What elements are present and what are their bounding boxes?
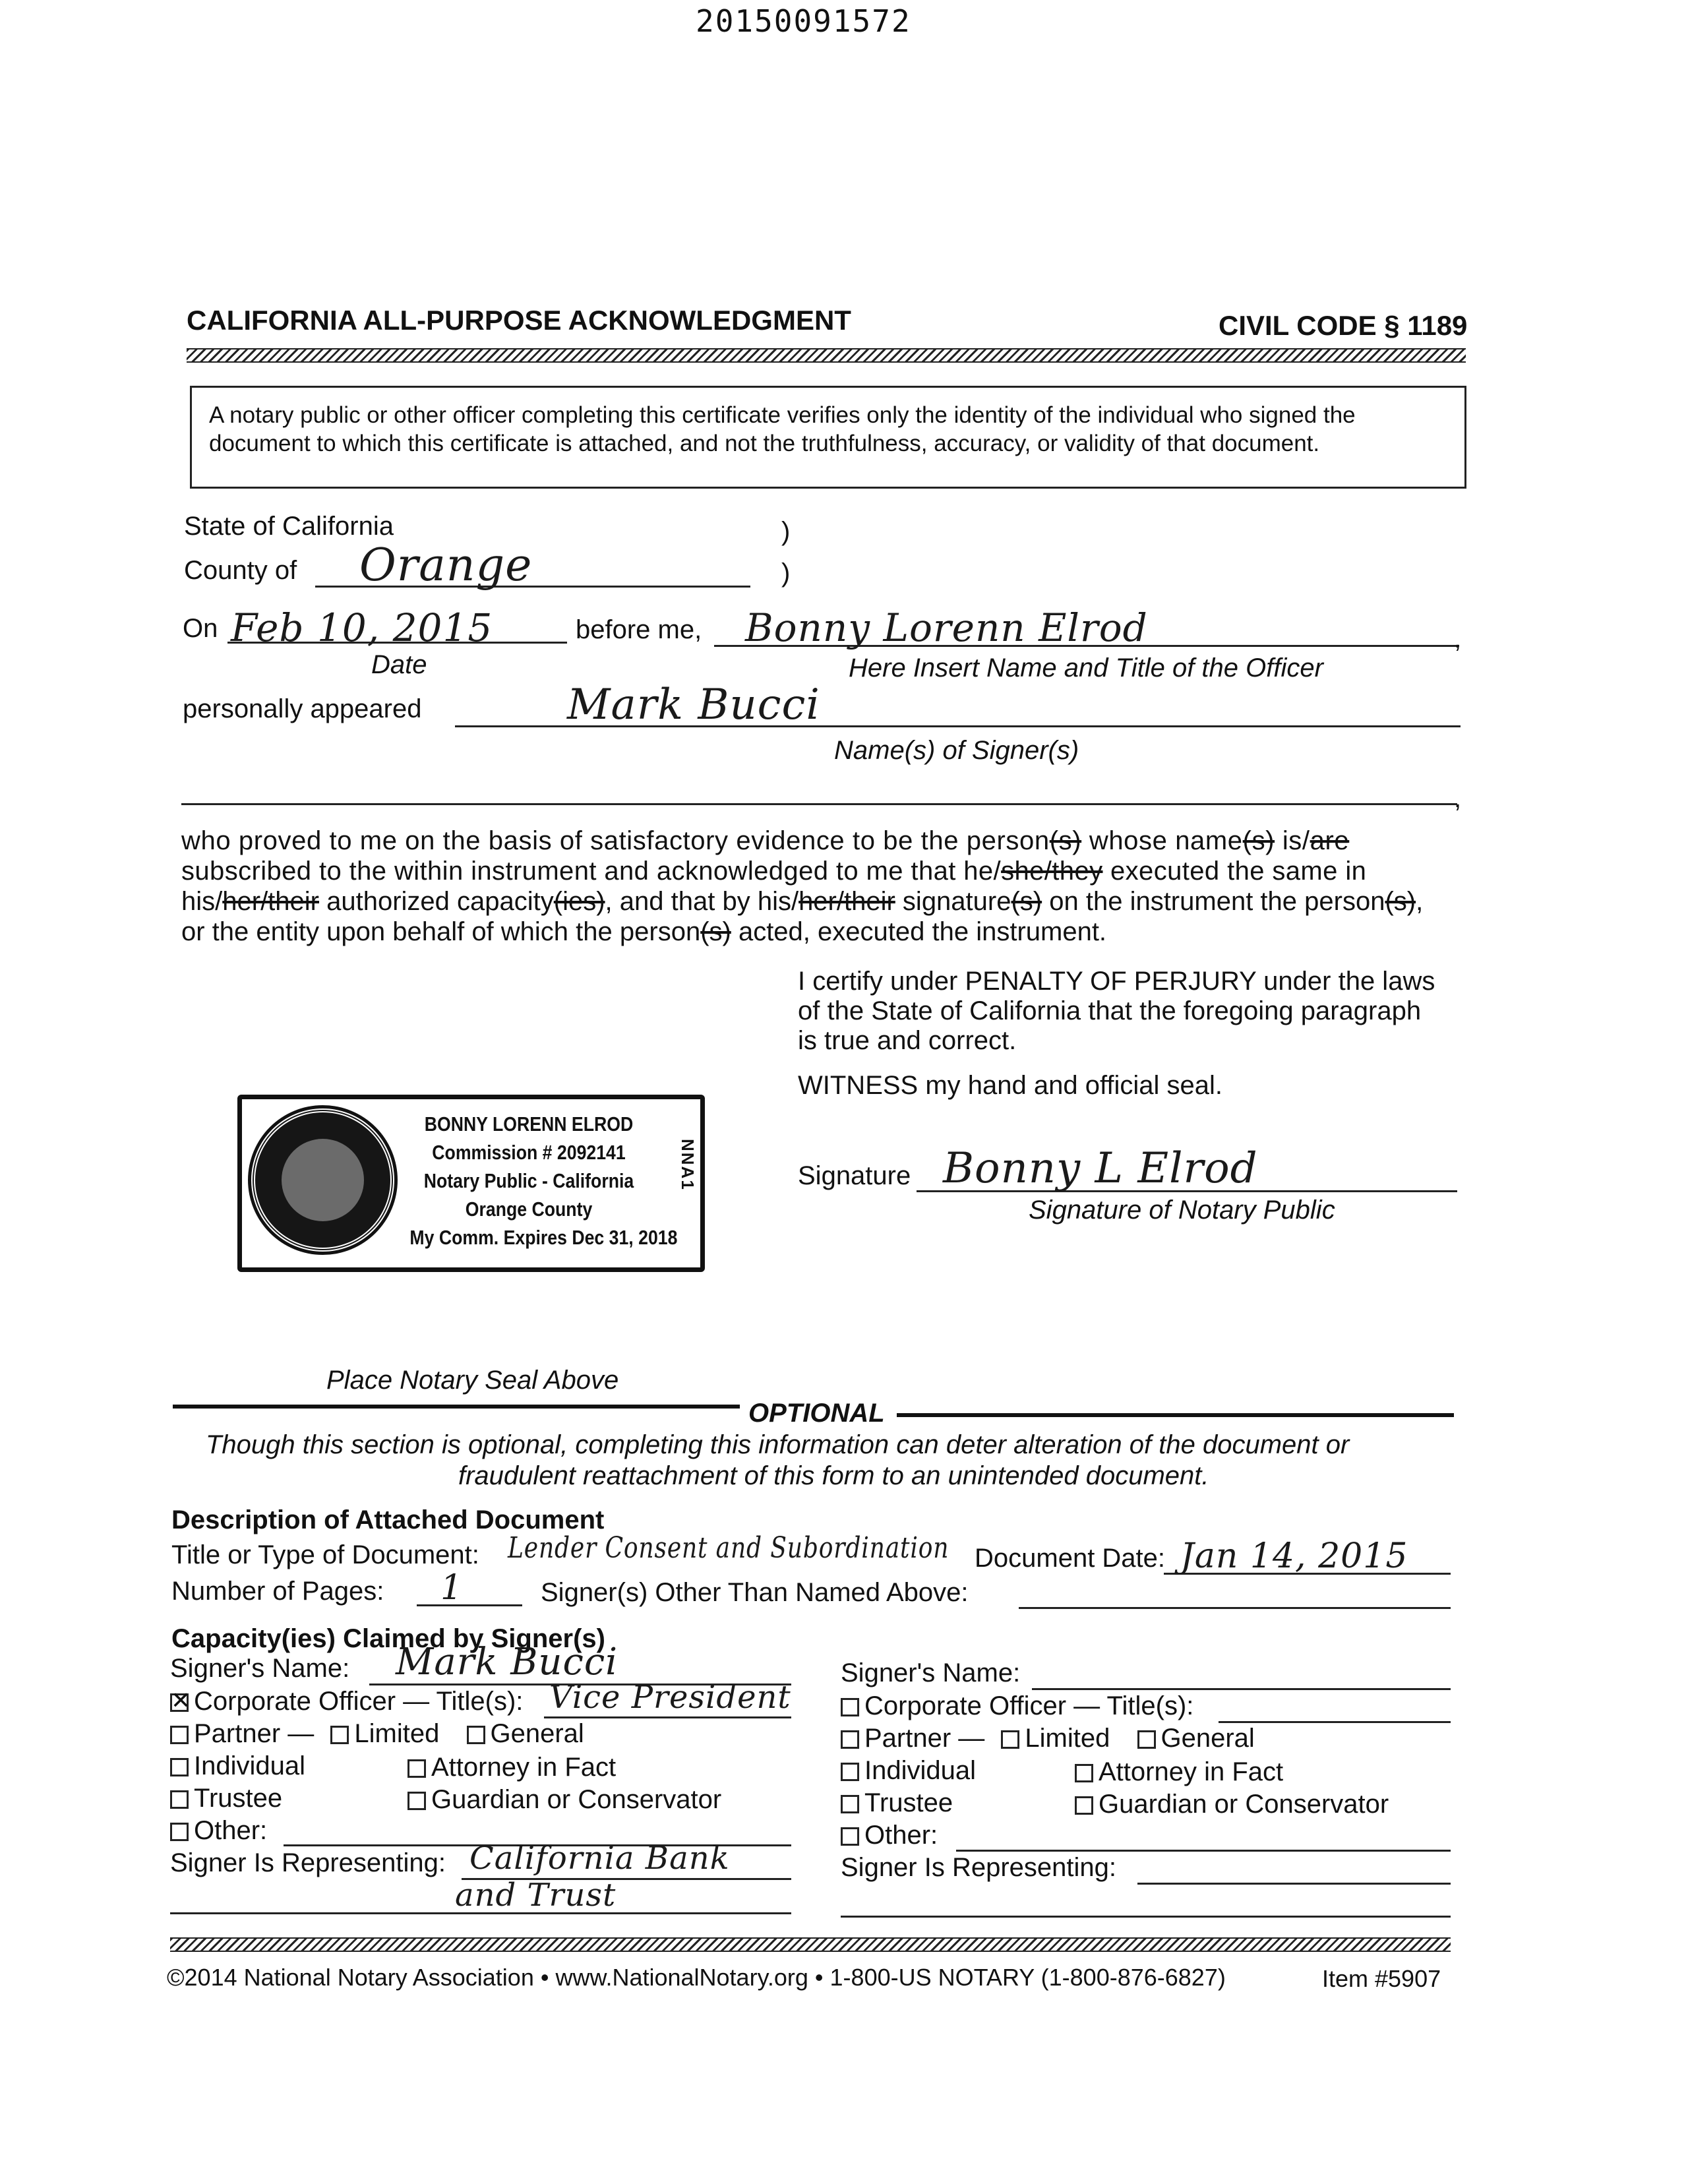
left-trustee-checkbox[interactable]	[170, 1790, 189, 1809]
county-field[interactable]: Orange	[359, 539, 533, 592]
right-guardian-label: Guardian or Conservator	[1099, 1790, 1389, 1819]
left-individual-row	[170, 1751, 305, 1781]
right-individual-label: Individual	[864, 1756, 977, 1785]
right-corporate-officer-checkbox[interactable]	[841, 1698, 859, 1716]
left-title-field[interactable]: Vice President	[549, 1679, 791, 1716]
pages-label: Number of Pages:	[171, 1577, 384, 1606]
left-signer-name-label: Signer's Name:	[170, 1654, 350, 1683]
right-guardian-checkbox[interactable]	[1075, 1796, 1093, 1815]
right-title-line	[1219, 1721, 1451, 1723]
left-general-label: General	[490, 1719, 584, 1748]
officer-name-field[interactable]: Bonny Lorenn Elrod	[745, 605, 1148, 650]
right-trustee-checkbox[interactable]	[841, 1795, 859, 1813]
seal-commission: Commission # 2092141	[432, 1141, 626, 1164]
right-guardian-row	[1075, 1790, 1389, 1819]
seal-expires: My Comm. Expires Dec 31, 2018	[409, 1226, 678, 1249]
header-divider	[187, 348, 1466, 363]
seal-caption: Place Notary Seal Above	[326, 1366, 619, 1395]
venue-paren-1: )	[781, 517, 791, 546]
witness-line: WITNESS my hand and official seal.	[798, 1071, 1222, 1100]
date-field[interactable]: Feb 10, 2015	[231, 605, 493, 650]
left-attorney-label: Attorney in Fact	[431, 1753, 617, 1782]
right-attorney-row	[1075, 1757, 1283, 1787]
optional-heading: OPTIONAL	[748, 1399, 885, 1428]
left-corporate-officer-label: Corporate Officer — Title(s):	[194, 1687, 524, 1716]
right-other-label: Other:	[864, 1821, 938, 1850]
left-attorney-checkbox[interactable]	[407, 1759, 426, 1778]
left-representing-field-2[interactable]: and Trust	[455, 1877, 617, 1914]
right-signer-name-line	[1032, 1688, 1451, 1690]
other-signers-line	[1019, 1607, 1451, 1609]
footer-divider	[170, 1937, 1451, 1952]
right-representing-line-2	[841, 1916, 1451, 1918]
left-other-label: Other:	[194, 1816, 268, 1845]
right-other-checkbox[interactable]	[841, 1827, 859, 1846]
signer-extra-line	[181, 803, 1457, 805]
date-caption: Date	[371, 650, 427, 679]
left-representing-label: Signer Is Representing:	[170, 1848, 446, 1877]
right-individual-checkbox[interactable]	[841, 1763, 859, 1781]
right-general-label: General	[1160, 1724, 1255, 1753]
desc-heading: Description of Attached Document	[171, 1505, 605, 1534]
signature-label: Signature	[798, 1161, 911, 1190]
state-label: State of California	[184, 512, 394, 541]
left-attorney-row	[407, 1753, 616, 1782]
right-signer-name-label: Signer's Name:	[841, 1658, 1021, 1687]
optional-intro-1: Though this section is optional, completing this information can deter alteration of the document or	[206, 1430, 1350, 1459]
officer-caption: Here Insert Name and Title of the Officer	[849, 653, 1323, 682]
venue-paren-2: )	[781, 559, 791, 588]
notice-box	[190, 386, 1466, 489]
on-label: On	[183, 614, 218, 643]
footer-text: ©2014 National Notary Association • www.NationalNotary.org • 1-800-US NOTARY (1-800-876-6827)	[167, 1964, 1226, 1991]
seal-county: Orange County	[465, 1198, 593, 1221]
right-representing-line-1	[1137, 1883, 1451, 1885]
left-signer-name-field[interactable]: Mark Bucci	[396, 1641, 618, 1684]
left-other-checkbox[interactable]	[170, 1823, 189, 1841]
right-corporate-officer-label: Corporate Officer — Title(s):	[864, 1691, 1194, 1720]
civil-code: CIVIL CODE § 1189	[1219, 310, 1468, 341]
optional-rule-left	[173, 1405, 740, 1409]
right-corporate-officer-row	[841, 1691, 1193, 1721]
optional-rule-right	[897, 1413, 1454, 1417]
right-partner-row	[841, 1724, 1255, 1753]
left-partner-label: Partner —	[194, 1719, 315, 1748]
right-general-checkbox[interactable]	[1137, 1730, 1156, 1749]
notice-line-1: A notary public or other officer completing this certificate verifies only the identity of the individual who signed the	[209, 402, 1356, 428]
left-title-line	[544, 1716, 791, 1718]
county-label: County of	[184, 556, 297, 585]
right-partner-label: Partner —	[864, 1724, 985, 1753]
body-line-4: or the entity upon behalf of which the person(s) acted, executed the instrument.	[181, 917, 1107, 946]
optional-intro-2: fraudulent reattachment of this form to an unintended document.	[458, 1461, 1209, 1490]
notice-line-2: document to which this certificate is attached, and not the truthfulness, accuracy, or validity of that document.	[209, 431, 1320, 456]
appeared-label: personally appeared	[183, 694, 422, 723]
left-individual-label: Individual	[194, 1751, 306, 1780]
left-partner-row	[170, 1719, 584, 1749]
footer-item-number: Item #5907	[1322, 1965, 1441, 1992]
seal-side-code: NNA1	[678, 1139, 698, 1191]
officer-comma: ,	[1454, 624, 1462, 653]
left-guardian-row	[407, 1785, 721, 1815]
left-partner-checkbox[interactable]	[170, 1726, 189, 1744]
pages-line	[417, 1604, 522, 1606]
right-other-row	[841, 1821, 938, 1850]
other-signers-label: Signer(s) Other Than Named Above:	[541, 1578, 969, 1607]
left-guardian-checkbox[interactable]	[407, 1792, 426, 1810]
left-representing-field-1[interactable]: California Bank	[469, 1840, 730, 1877]
pages-field[interactable]: 1	[440, 1568, 464, 1608]
certify-line-1: I certify under PENALTY OF PERJURY under the laws	[798, 967, 1435, 996]
right-trustee-label: Trustee	[864, 1788, 953, 1817]
seal-title: Notary Public - California	[423, 1169, 634, 1192]
left-general-checkbox[interactable]	[467, 1726, 485, 1744]
signer-caption: Name(s) of Signer(s)	[834, 736, 1079, 765]
left-corporate-officer-checkbox[interactable]	[170, 1693, 189, 1712]
right-limited-label: Limited	[1025, 1724, 1110, 1753]
document-date-field[interactable]: Jan 14, 2015	[1180, 1536, 1408, 1576]
left-guardian-label: Guardian or Conservator	[431, 1785, 722, 1814]
notary-seal	[237, 1095, 705, 1272]
signature-caption: Signature of Notary Public	[1029, 1196, 1335, 1225]
notary-signature: Bonny L Elrod	[943, 1144, 1258, 1193]
right-representing-label: Signer Is Representing:	[841, 1853, 1117, 1882]
certify-line-2: of the State of California that the foregoing paragraph	[798, 996, 1422, 1025]
right-other-line	[956, 1850, 1451, 1852]
title-of-document-field[interactable]: Lender Consent and Subordination	[508, 1531, 950, 1565]
left-limited-checkbox[interactable]	[330, 1726, 349, 1744]
left-corporate-officer-row	[170, 1687, 523, 1716]
body-line-1: who proved to me on the basis of satisfactory evidence to be the person(s) whose name(s) is/are	[181, 826, 1350, 855]
seal-name: BONNY LORENN ELROD	[424, 1112, 634, 1136]
before-me-label: before me,	[576, 615, 702, 644]
right-attorney-label: Attorney in Fact	[1099, 1757, 1284, 1786]
left-other-row	[170, 1816, 267, 1846]
capacity-heading: Capacity(ies) Claimed by Signer(s)	[171, 1624, 605, 1653]
right-attorney-checkbox[interactable]	[1075, 1764, 1093, 1782]
left-trustee-row	[170, 1784, 282, 1813]
document-number: 20150091572	[696, 3, 911, 39]
left-limited-label: Limited	[354, 1719, 440, 1748]
left-trustee-label: Trustee	[194, 1784, 283, 1813]
document-date-label: Document Date:	[975, 1544, 1166, 1573]
right-limited-checkbox[interactable]	[1001, 1730, 1019, 1749]
body-line-3: his/her/their authorized capacity(ies), and that by his/her/their signature(s) on the instrument the person(s),	[181, 887, 1424, 916]
seal-emblem-icon	[251, 1108, 394, 1252]
form-title: CALIFORNIA ALL-PURPOSE ACKNOWLEDGMENT	[187, 305, 851, 336]
left-individual-checkbox[interactable]	[170, 1758, 189, 1776]
signer-name-field[interactable]: Mark Bucci	[567, 681, 820, 729]
signer-extra-comma: ,	[1454, 784, 1462, 813]
right-trustee-row	[841, 1788, 953, 1818]
certify-line-3: is true and correct.	[798, 1026, 1017, 1055]
right-partner-checkbox[interactable]	[841, 1730, 859, 1749]
title-of-document-label: Title or Type of Document:	[171, 1540, 479, 1569]
right-individual-row	[841, 1756, 976, 1786]
body-line-2: subscribed to the within instrument and acknowledged to me that he/she/they executed the same in	[181, 857, 1367, 886]
